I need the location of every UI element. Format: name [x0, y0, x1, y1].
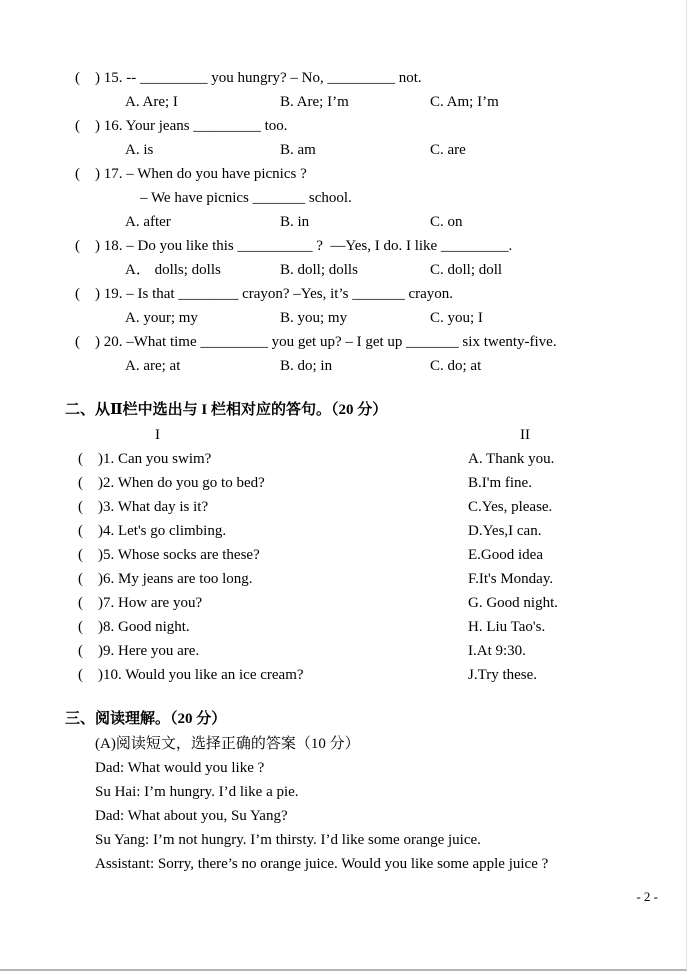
matching-answer: F.It's Monday.: [468, 571, 554, 587]
option-a: A. after: [125, 214, 171, 230]
mc-question-16: [65, 114, 628, 162]
question-text: ( ) 17. – When do you have picnics ?: [75, 166, 307, 182]
matching-question: ( )10. Would you like an ice cream?: [78, 667, 304, 683]
matching-question: ( )8. Good night.: [78, 619, 190, 635]
matching-row: [65, 615, 628, 639]
section-three-subheading: (A)阅读短文，选择正确的答案（10 分）: [95, 736, 360, 752]
option-a: A. your; my: [125, 310, 198, 326]
options-row: [65, 138, 628, 162]
question-text: ( ) 16. Your jeans _________ too.: [75, 118, 288, 134]
matching-answer: E.Good idea: [468, 547, 543, 563]
options-row: [65, 258, 628, 282]
option-a: A. Are; I: [125, 94, 178, 110]
option-b: B. you; my: [280, 310, 348, 326]
matching-question: ( )1. Can you swim?: [78, 451, 212, 467]
section-two-heading: 二、从Ⅱ栏中选出与 I 栏相对应的答句。（20 分）: [65, 402, 388, 418]
matching-answer: J.Try these.: [468, 667, 538, 683]
matching-question: ( )3. What day is it?: [78, 499, 209, 515]
page-number: - 2 -: [636, 889, 658, 904]
matching-question: ( )6. My jeans are too long.: [78, 571, 253, 587]
matching-answer: A. Thank you.: [468, 451, 555, 467]
dialogue-line: Dad: What would you like ?: [95, 760, 265, 776]
mc-question-20: [65, 330, 628, 378]
question-text: ( ) 18. – Do you like this __________ ? —Yes, I do. I like _________.: [75, 238, 513, 254]
options-row: [65, 354, 628, 378]
matching-row: [65, 543, 628, 567]
option-c: C. you; I: [430, 310, 483, 326]
mc-question-19: [65, 282, 628, 330]
mc-question-15: [65, 66, 628, 114]
dialogue-line: Assistant: Sorry, there’s no orange juice. Would you like some apple juice ?: [95, 856, 549, 872]
option-c: C. doll; doll: [430, 262, 503, 278]
matching-row: [65, 495, 628, 519]
matching-columns-header: [65, 423, 628, 447]
matching-question: ( )5. Whose socks are these?: [78, 547, 260, 563]
option-c: C. do; at: [430, 358, 482, 374]
matching-row: [65, 519, 628, 543]
section-three-heading: 三、阅读理解。（20 分）: [65, 711, 227, 727]
matching-row: [65, 663, 628, 687]
option-a: A． dolls; dolls: [125, 262, 221, 278]
options-row: [65, 210, 628, 234]
mc-question-17: [65, 162, 628, 234]
matching-answer: C.Yes, please.: [468, 499, 553, 515]
option-b: B. am: [280, 142, 316, 158]
option-c: C. on: [430, 214, 463, 230]
matching-answer: G. Good night.: [468, 595, 558, 611]
column-two-label: II: [520, 427, 530, 443]
matching-row: [65, 591, 628, 615]
matching-answer: I.At 9:30.: [468, 643, 526, 659]
option-c: C. are: [430, 142, 466, 158]
dialogue-line: Su Yang: I’m not hungry. I’m thirsty. I’d like some orange juice.: [95, 832, 481, 848]
mc-question-18: [65, 234, 628, 282]
matching-answer: B.I'm fine.: [468, 475, 532, 491]
option-b: B. do; in: [280, 358, 333, 374]
column-one-label: I: [155, 427, 160, 443]
options-row: [65, 90, 628, 114]
matching-question: ( )9. Here you are.: [78, 643, 200, 659]
matching-question: ( )2. When do you go to bed?: [78, 475, 265, 491]
question-text: ( ) 15. -- _________ you hungry? – No, _________ not.: [75, 70, 422, 86]
matching-answer: D.Yes,I can.: [468, 523, 542, 539]
option-a: A. is: [125, 142, 154, 158]
matching-question: ( )7. How are you?: [78, 595, 203, 611]
matching-row: [65, 447, 628, 471]
options-row: [65, 306, 628, 330]
question-text: ( ) 19. – Is that ________ crayon? –Yes, it’s _______ crayon.: [75, 286, 454, 302]
matching-row: [65, 639, 628, 663]
option-b: B. doll; dolls: [280, 262, 358, 278]
matching-row: [65, 567, 628, 591]
option-b: B. Are; I’m: [280, 94, 349, 110]
option-a: A. are; at: [125, 358, 181, 374]
option-c: C. Am; I’m: [430, 94, 499, 110]
matching-answer: H. Liu Tao's.: [468, 619, 546, 635]
matching-question: ( )4. Let's go climbing.: [78, 523, 227, 539]
dialogue-line: Su Hai: I’m hungry. I’d like a pie.: [95, 784, 299, 800]
question-text-continuation: – We have picnics _______ school.: [140, 190, 352, 206]
question-text: ( ) 20. –What time _________ you get up? – I get up _______ six twenty-five.: [75, 334, 557, 350]
dialogue-line: Dad: What about you, Su Yang?: [95, 808, 288, 824]
matching-row: [65, 471, 628, 495]
option-b: B. in: [280, 214, 310, 230]
